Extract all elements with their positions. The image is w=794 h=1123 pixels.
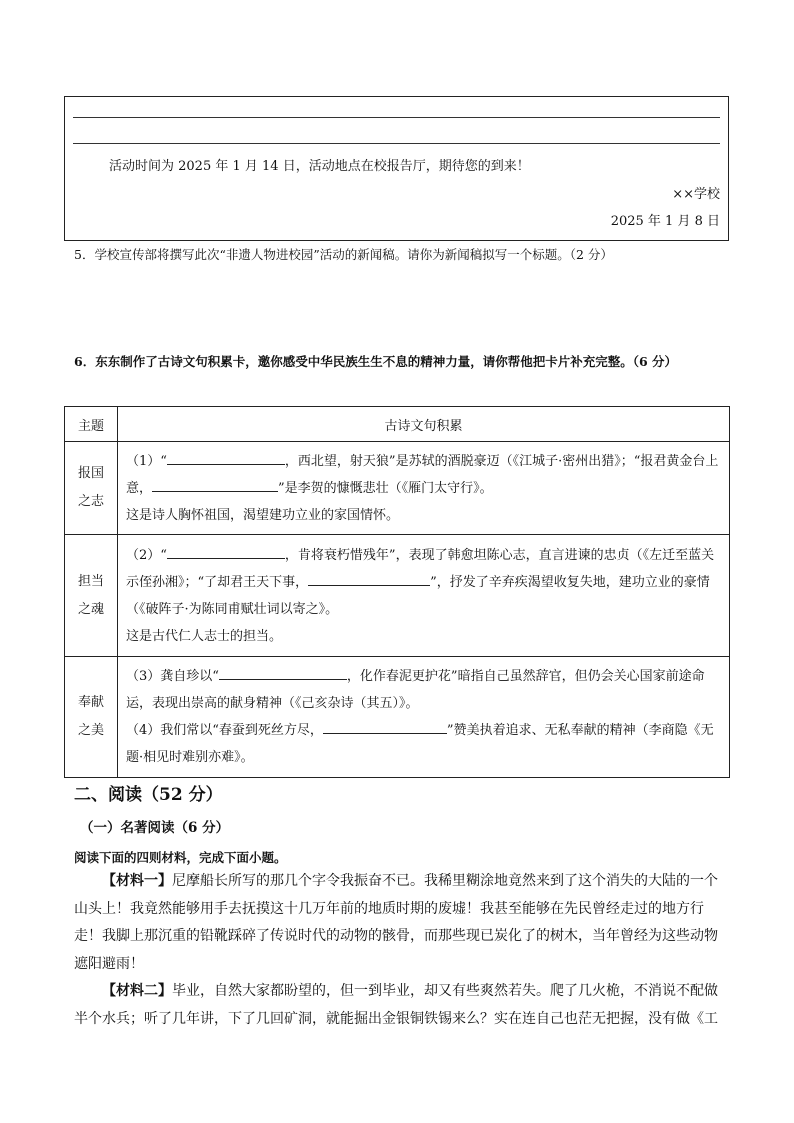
row-summary: 这是诗人胸怀祖国，渴望建功立业的家国情怀。: [126, 507, 400, 523]
question-6: 6．东东制作了古诗文句积累卡，邀你感受中华民族生生不息的精神力量，请你帮他把卡片补充完整。（6 分）: [74, 354, 677, 369]
fill-blank[interactable]: [152, 477, 278, 492]
fill-blank[interactable]: [323, 719, 447, 734]
material-text: 毕业，自然大家都盼望的，但一到毕业，却又有些爽然若失。爬了几火桅，不消说不配做半个水兵；听了几年讲，下了几回矿洞，就能掘出金银铜铁锡来么？实在连自己也茫无把握，没有做《工: [74, 983, 718, 1027]
header-theme: 主题: [65, 407, 118, 442]
accumulation-card-table: [64, 406, 730, 778]
content-cell: （1）“ ，西北望，射天狼”是苏轼的酒脱豪迈（《江城子·密州出猎》；“报君黄金台上意， ”是李贺的慷慨悲壮（《雁门太守行》。 这是诗人胸怀祖国，渴望建功立业的家国情怀。: [118, 442, 730, 535]
material-text: 尼摩船长所写的那几个字令我振奋不已。我稀里糊涂地竟然来到了这个消失的大陆的一个山头上！我竟然能够用手去抚摸这十几万年前的地质时期的废墟！我甚至能够在先民曾经走过的地方行走！我脚上那沉重的铅靴踩碎了传说时代的动物的骸骨，而那些现已炭化了的树木，当年曾经为这些动物遮阳避雨！: [74, 873, 718, 972]
fill-blank[interactable]: [308, 571, 430, 586]
theme-cell: 报国 之志: [65, 442, 118, 535]
table-row: [65, 535, 730, 656]
content-cell: （3）龚自珍以“ ，化作春泥更护花”暗指自己虽然辞官，但仍会关心国家前途命运，表现出崇高的献身精神（《己亥杂诗（其五）》。 （4）我们常以“春蚕到死丝方尽， ”赞美执着追求、无私奉献的精神（李商隐《无题·相见时难别亦难》。: [118, 656, 730, 777]
notice-time-place: 活动时间为 2025 年 1 月 14 日，活动地点在校报告厅，期待您的到来！: [109, 159, 530, 174]
fill-blank[interactable]: [219, 665, 347, 680]
theme-cell: 奉献 之美: [65, 656, 118, 777]
fill-blank[interactable]: [167, 450, 285, 465]
content-cell: （2）“ ，肯将衰朽惜残年”，表现了韩愈坦陈心志，直言进谏的忠贞（《左迁至蓝关示侄孙湘》；“了却君王天下事， ”，抒发了辛弃疾渴望收复失地，建功立业的豪情（《破阵子·为陈同甫赋壮词以寄之》。 这是古代仁人志士的担当。: [118, 535, 730, 656]
material-tag: 【材料一】: [102, 873, 172, 889]
material-tag: 【材料二】: [102, 983, 172, 999]
notice-date: 2025 年 1 月 8 日: [610, 214, 720, 229]
fill-blank[interactable]: [167, 544, 285, 559]
table-row: [65, 656, 730, 777]
notice-box: [64, 96, 729, 241]
blank-line: [73, 117, 720, 118]
material-2: [74, 978, 724, 1033]
blank-line: [73, 143, 720, 144]
reading-instruction: 阅读下面的四则材料，完成下面小题。: [74, 850, 287, 865]
subsection-title: （一）名著阅读（6 分）: [80, 820, 230, 836]
table-row: [65, 442, 730, 535]
section-title: 二、阅读（52 分）: [74, 785, 223, 805]
header-content: 古诗文句积累: [118, 407, 730, 442]
table-header-row: [65, 407, 730, 442]
material-1: [74, 868, 724, 978]
theme-cell: 担当 之魂: [65, 535, 118, 656]
row-summary: 这是古代仁人志士的担当。: [126, 628, 283, 644]
question-5: 5．学校宣传部将撰写此次“非遗人物进校园”活动的新闻稿。请你为新闻稿拟写一个标题。（2 分）: [74, 247, 613, 262]
notice-signature: ××学校: [672, 187, 720, 202]
